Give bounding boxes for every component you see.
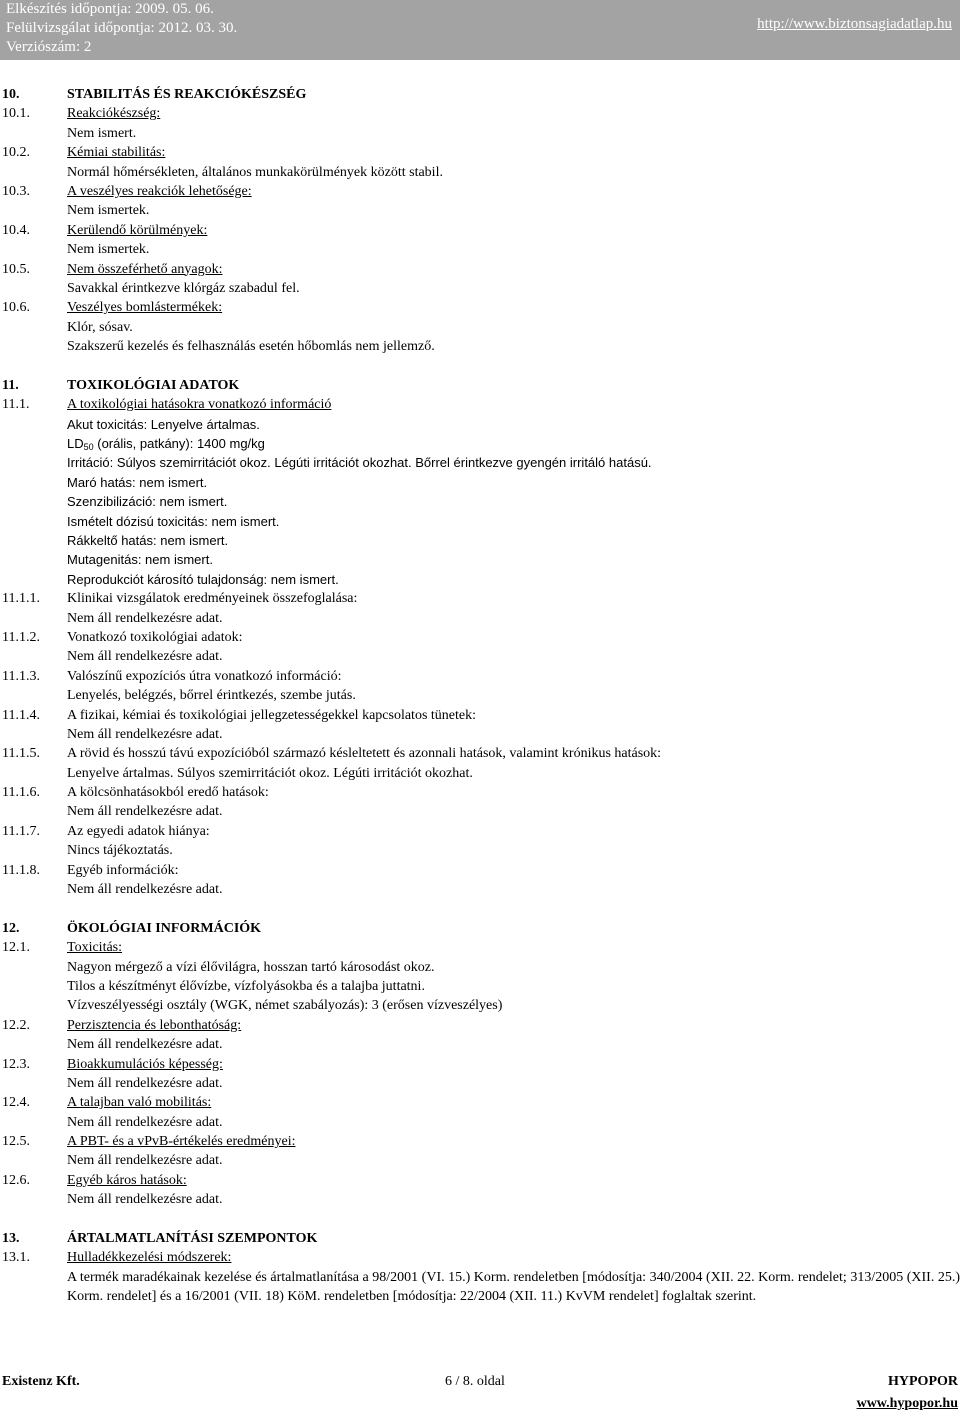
irritation: Irritáció: Súlyos szemirritációt okoz. Légúti irritációt okozhat. Bőrrel érintkezve gyengén irritáló hatású. [67, 455, 652, 471]
text-line [0, 958, 960, 977]
subsection-number: 11.1.7. [2, 823, 40, 839]
text-line [0, 492, 960, 511]
subsection-number: 10.2. [2, 145, 30, 161]
subsection-heading [0, 628, 960, 647]
text: Tilos a készítményt élővízbe, vízfolyásokba és a talajba juttatni. [67, 978, 425, 994]
ld-subscript: 50 [83, 442, 94, 453]
text: Savakkal érintkezve klórgáz szabadul fel. [67, 280, 300, 296]
subsection-label: Klinikai vizsgálatok eredményeinek összefoglalása: [67, 591, 358, 607]
subsection-label: Bioakkumulációs képesség: [67, 1056, 223, 1072]
subsection-label: Egyéb káros hatások: [67, 1172, 187, 1188]
text-line [0, 1190, 960, 1209]
subsection-label: A veszélyes reakciók lehetősége: [67, 183, 252, 199]
page-header [0, 0, 960, 60]
subsection-heading [0, 143, 960, 162]
text-line [0, 337, 960, 356]
mutagenic: Mutagenitás: nem ismert. [67, 552, 213, 568]
subsection-number: 11.1.5. [2, 746, 40, 762]
text-line [0, 473, 960, 492]
subsection-label: Hulladékkezelési módszerek: [67, 1250, 232, 1266]
text-line [0, 764, 960, 783]
text: Nincs tájékoztatás. [67, 843, 173, 859]
subsection-label: Nem összeférhető anyagok: [67, 261, 223, 277]
subsection-number: 12.4. [2, 1095, 30, 1111]
text: Normál hőmérsékleten, általános munkakörülmények között stabil. [67, 164, 443, 180]
sensitization: Szenzibilizáció: nem ismert. [67, 494, 228, 510]
subsection-heading [0, 938, 960, 957]
text: Klór, sósav. [67, 319, 133, 335]
text: Lenyelés, belégzés, bőrrel érintkezés, szembe jutás. [67, 688, 356, 704]
page-number: 6 / 8. oldal [445, 1374, 505, 1389]
subsection-label: Kémiai stabilitás: [67, 145, 166, 161]
text-line [0, 240, 960, 259]
text-line [0, 725, 960, 744]
subsection-label: A PBT- és a vPvB-értékelés eredményei: [67, 1134, 296, 1150]
text-line [0, 531, 960, 550]
subsection-heading [0, 1093, 960, 1112]
text: Nem áll rendelkezésre adat. [67, 726, 223, 742]
subsection-label: Valószínű expozíciós útra vonatkozó információ: [67, 668, 342, 684]
subsection-heading [0, 1248, 960, 1267]
text: Nem áll rendelkezésre adat. [67, 1114, 223, 1130]
ld-label: LD [67, 436, 84, 452]
text-line [0, 880, 960, 899]
subsection-label: Toxicitás: [67, 940, 123, 956]
subsection-label: Kerülendő körülmények: [67, 222, 208, 238]
text-line [0, 512, 960, 531]
subsection-heading [0, 395, 960, 414]
section-10-heading [0, 85, 960, 104]
text-line [0, 550, 960, 569]
subsection-number: 12.3. [2, 1056, 30, 1072]
text: Nem ismertek. [67, 203, 150, 219]
section-number: 13. [2, 1231, 20, 1247]
subsection-heading [0, 861, 960, 880]
text: Nem áll rendelkezésre adat. [67, 804, 223, 820]
ld50-value [67, 434, 265, 453]
text-line [0, 1074, 960, 1093]
subsection-number: 11.1.8. [2, 862, 40, 878]
subsection-label: A rövid és hosszú távú expozícióból származó késleltetett és azonnali hatások, valamint krónikus hatások: [67, 746, 662, 762]
subsection-number: 11.1.6. [2, 785, 40, 801]
section-11-heading [0, 376, 960, 395]
brand-website-link[interactable]: www.hypopor.hu [856, 1396, 958, 1411]
subsection-heading [0, 822, 960, 841]
text-line [0, 686, 960, 705]
subsection-heading [0, 744, 960, 763]
document-body [0, 85, 960, 1307]
text-line [0, 841, 960, 860]
text-line [0, 802, 960, 821]
text-line [0, 201, 960, 220]
version-number: Verziószám: 2 [6, 39, 92, 55]
section-13-heading [0, 1229, 960, 1248]
section-title: TOXIKOLÓGIAI ADATOK [67, 377, 240, 393]
text-line [0, 996, 960, 1015]
subsection-heading [0, 1171, 960, 1190]
subsection-number: 11.1.1. [2, 591, 40, 607]
text-line [0, 570, 960, 589]
acute-toxicity: Akut toxicitás: Lenyelve ártalmas. [67, 416, 260, 432]
subsection-number: 10.1. [2, 106, 30, 122]
text-line [0, 1113, 960, 1132]
section-number: 10. [2, 87, 20, 102]
subsection-heading [0, 104, 960, 123]
website-link[interactable]: http://www.biztonsagiadatlap.hu [757, 16, 952, 32]
text: Nem ismert. [67, 125, 137, 141]
subsection-number: 12.1. [2, 940, 30, 956]
subsection-number: 11.1.2. [2, 629, 40, 645]
brand-name: HYPOPOR [888, 1374, 958, 1389]
subsection-label: A kölcsönhatásokból eredő hatások: [67, 785, 269, 801]
text: Nem áll rendelkezésre adat. [67, 649, 223, 665]
subsection-heading [0, 1055, 960, 1074]
subsection-label: A talajban való mobilitás: [67, 1095, 212, 1111]
subsection-label: Vonatkozó toxikológiai adatok: [67, 629, 243, 645]
text-line [0, 453, 960, 472]
subsection-label: A toxikológiai hatásokra vonatkozó információ [67, 397, 332, 413]
subsection-number: 11.1. [2, 397, 30, 413]
subsection-number: 12.6. [2, 1172, 30, 1188]
subsection-heading [0, 783, 960, 802]
section-title: ÖKOLÓGIAI INFORMÁCIÓK [67, 920, 262, 936]
section-title: STABILITÁS ÉS REAKCIÓKÉSZSÉG [67, 87, 307, 102]
subsection-label: Reakciókészség: [67, 106, 161, 122]
subsection-number: 10.4. [2, 222, 30, 238]
text-line [0, 1035, 960, 1054]
subsection-heading [0, 667, 960, 686]
subsection-label: Az egyedi adatok hiánya: [67, 823, 210, 839]
text: Nem áll rendelkezésre adat. [67, 610, 223, 626]
carcinogenic: Rákkeltő hatás: nem ismert. [67, 532, 229, 548]
text: Nem áll rendelkezésre adat. [67, 1037, 223, 1053]
subsection-label: A fizikai, kémiai és toxikológiai jellegzetességekkel kapcsolatos tünetek: [67, 707, 476, 723]
creation-date: Elkészítés időpontja: 2009. 05. 06. [6, 1, 214, 17]
text-line [0, 163, 960, 182]
subsection-label: Perzisztencia és lebonthatóság: [67, 1017, 242, 1033]
text: Nem áll rendelkezésre adat. [67, 1075, 223, 1091]
waste-disposal-text: A termék maradékainak kezelése és ártalmatlanítása a 98/2001 (VI. 15.) Korm. rendeletben [módosítja: 340/2004 (XII. 22. Korm. rendelet; 313/2005 (XII. 25.) Korm. rendelet] és a 16/2001 (VII. 18) KöM. rendeletben [módosítja: 22/2004 (XII. 11.) KvVM rendelet] foglaltak szerint. [67, 1269, 960, 1305]
text: Nem ismertek. [67, 242, 150, 258]
subsection-label: Egyéb információk: [67, 862, 179, 878]
text: Nem áll rendelkezésre adat. [67, 882, 223, 898]
text: Nem áll rendelkezésre adat. [67, 1153, 223, 1169]
subsection-number: 12.5. [2, 1134, 30, 1150]
subsection-number: 10.6. [2, 300, 30, 316]
ld-value: (orális, patkány): 1400 mg/kg [93, 436, 265, 452]
text-line [0, 977, 960, 996]
text: Lenyelve ártalmas. Súlyos szemirritációt okoz. Légúti irritációt okozhat. [67, 765, 473, 781]
section-title: ÁRTALMATLANÍTÁSI SZEMPONTOK [67, 1231, 318, 1247]
subsection-heading [0, 1016, 960, 1035]
section-12-heading [0, 919, 960, 938]
subsection-heading [0, 706, 960, 725]
text: Szakszerű kezelés és felhasználás esetén hőbomlás nem jellemző. [67, 339, 435, 355]
subsection-heading [0, 260, 960, 279]
text-line [0, 609, 960, 628]
section-number: 11. [2, 377, 19, 393]
reproductive: Reprodukciót károsító tulajdonság: nem ismert. [67, 571, 339, 587]
subsection-label: Veszélyes bomlástermékek: [67, 300, 223, 316]
text: Vízveszélyességi osztály (WGK, német szabályozás): 3 (erősen vízveszélyes) [67, 998, 503, 1014]
subsection-heading [0, 298, 960, 317]
subsection-number: 11.1.3. [2, 668, 40, 684]
subsection-number: 12.2. [2, 1017, 30, 1033]
subsection-number: 10.5. [2, 261, 30, 277]
text: Nagyon mérgező a vízi élővilágra, hosszan tartó károsodást okoz. [67, 959, 435, 975]
review-date: Felülvizsgálat időpontja: 2012. 03. 30. [6, 20, 238, 36]
text-line [0, 124, 960, 143]
subsection-heading [0, 589, 960, 608]
company-name: Existenz Kft. [2, 1374, 80, 1389]
text-line [0, 1151, 960, 1170]
repeated-dose: Ismételt dózisú toxicitás: nem ismert. [67, 513, 280, 529]
subsection-number: 11.1.4. [2, 707, 40, 723]
subsection-heading [0, 1132, 960, 1151]
subsection-number: 10.3. [2, 183, 30, 199]
subsection-heading [0, 221, 960, 240]
text-line [0, 279, 960, 298]
text: Nem áll rendelkezésre adat. [67, 1192, 223, 1208]
text-line [0, 318, 960, 337]
subsection-number: 13.1. [2, 1250, 30, 1266]
text-line [0, 647, 960, 666]
corrosive: Maró hatás: nem ismert. [67, 474, 208, 490]
subsection-heading [0, 182, 960, 201]
text-line [0, 434, 960, 453]
text-line [0, 415, 960, 434]
section-number: 12. [2, 920, 20, 936]
